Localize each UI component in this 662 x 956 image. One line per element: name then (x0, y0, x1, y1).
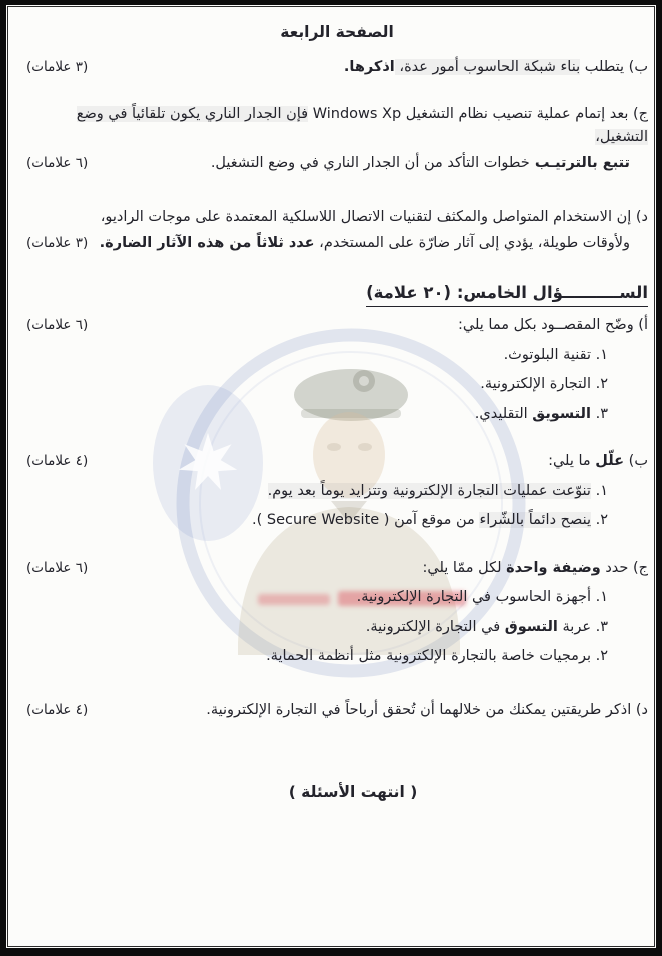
line-text (266, 645, 608, 667)
text-segment: ٢. برمجيات خاصة بالتجارة الإلكترونية مثل أنظمة الحماية. (266, 648, 608, 665)
text-segment: علّل (595, 453, 625, 470)
line-text (26, 103, 648, 148)
list-item (26, 586, 648, 608)
text-segment: فإن الجدار الناري يكون تلقائياً في وضع التشغيل، (76, 106, 648, 145)
list-item (26, 616, 648, 638)
line-text (357, 586, 608, 608)
text-segment: تنوّعت عمليات التجارة الإلكترونية وتتزايد يوماً بعد يوم. (267, 482, 591, 499)
text-segment: الســــــــــؤال الخامس: (٢٠ علامة) (366, 282, 648, 302)
question-line (26, 56, 648, 78)
line-text (268, 480, 608, 502)
text-segment: ولأوقات طويلة، يؤدي إلى آثار ضارّة على المستخدم، (314, 235, 630, 252)
list-item (26, 373, 648, 395)
line-text (504, 344, 608, 366)
text-segment: ب) يتطلب (580, 59, 648, 75)
marks-label: (٦ علامات) (26, 317, 89, 334)
list-item (26, 403, 648, 425)
question-line (26, 450, 648, 472)
page-content (6, 5, 656, 948)
list-item (26, 344, 648, 366)
text-segment: أ) وضّح المقصــود بكل مما يلي: (458, 317, 648, 334)
line-text (475, 403, 608, 425)
text-segment: بناء شبكة الحاسوب أمور عدة، (394, 59, 581, 75)
end-of-questions-label: ( انتهت الأسئلة ) (288, 783, 418, 801)
line-text (548, 450, 648, 472)
question-line (26, 557, 648, 579)
text-segment: ٣. (590, 405, 608, 422)
question-line (26, 314, 648, 336)
text-segment: التقليدي. (474, 405, 533, 422)
line-text (366, 616, 608, 638)
text-segment: من موقع آمن ( Secure Website ). (252, 512, 480, 529)
text-segment: ٢. التجارة الإلكترونية. (480, 376, 608, 393)
line-text (252, 509, 608, 531)
line-text (211, 152, 630, 174)
text-segment: ٣. عربة (557, 618, 608, 635)
text-segment: لكل ممّا يلي: (422, 559, 507, 576)
question-line (26, 152, 648, 174)
marks-label: (٣ علامات) (26, 59, 89, 75)
list-item (26, 509, 648, 531)
question-line (26, 699, 648, 721)
line-text (423, 557, 648, 579)
text-segment: ينصح دائماً بالشّراء (479, 512, 591, 529)
question-line (26, 206, 648, 228)
marks-label: (٦ علامات) (26, 559, 89, 576)
content-lines (26, 56, 648, 721)
marks-label: (٤ علامات) (26, 453, 89, 470)
text-segment: ٢. (590, 512, 608, 529)
line-text (344, 56, 648, 78)
line-text (100, 232, 630, 254)
text-segment: ما يلي: (548, 453, 596, 470)
text-segment: ج) بعد إتمام عملية تنصيب نظام التشغيل Windows Xp (308, 106, 648, 123)
list-item (26, 480, 648, 502)
line-text (366, 280, 648, 308)
line-text (101, 206, 648, 228)
text-segment: ١. أجهزة الحاسوب في التجارة الإلكترونية. (356, 589, 608, 606)
text-segment: اذكرها. (343, 59, 395, 75)
section-heading (26, 280, 648, 308)
text-segment: عدد ثلاثاً من هذه الآثار الضارة. (99, 235, 315, 252)
text-segment: في التجارة الإلكترونية. (365, 618, 505, 635)
text-segment: ١. (590, 482, 608, 499)
text-segment: ب) (624, 453, 648, 470)
question-line (26, 103, 648, 148)
line-text (206, 699, 648, 721)
marks-label: (٦ علامات) (26, 155, 89, 172)
text-segment: التسوق (504, 618, 558, 635)
question-line (26, 232, 648, 254)
text-segment: تتبع بالترتيـب (529, 155, 630, 172)
text-segment: خطوات التأكد من أن الجدار الناري في وضع التشغيل. (210, 155, 530, 172)
text-segment: وضيفة واحدة (506, 559, 601, 576)
text-segment: ١. تقنية البلوتوث. (503, 346, 608, 363)
marks-label: (٣ علامات) (26, 235, 89, 252)
line-text (458, 314, 648, 336)
line-text (480, 373, 608, 395)
text-segment: د) اذكر طريقتين يمكنك من خلالهما أن تُحقق أرباحاً في التجارة الإلكترونية. (206, 701, 648, 718)
list-item (26, 645, 648, 667)
text-segment: ج) حدد (600, 559, 648, 576)
text-segment: د) إن الاستخدام المتواصل والمكثف لتقنيات الاتصال اللاسلكية المعتمدة على موجات الراديو، (100, 208, 648, 225)
text-segment: التسويق (532, 405, 591, 422)
page-title: الصفحة الرابعة (280, 23, 394, 41)
marks-label: (٤ علامات) (26, 701, 89, 718)
